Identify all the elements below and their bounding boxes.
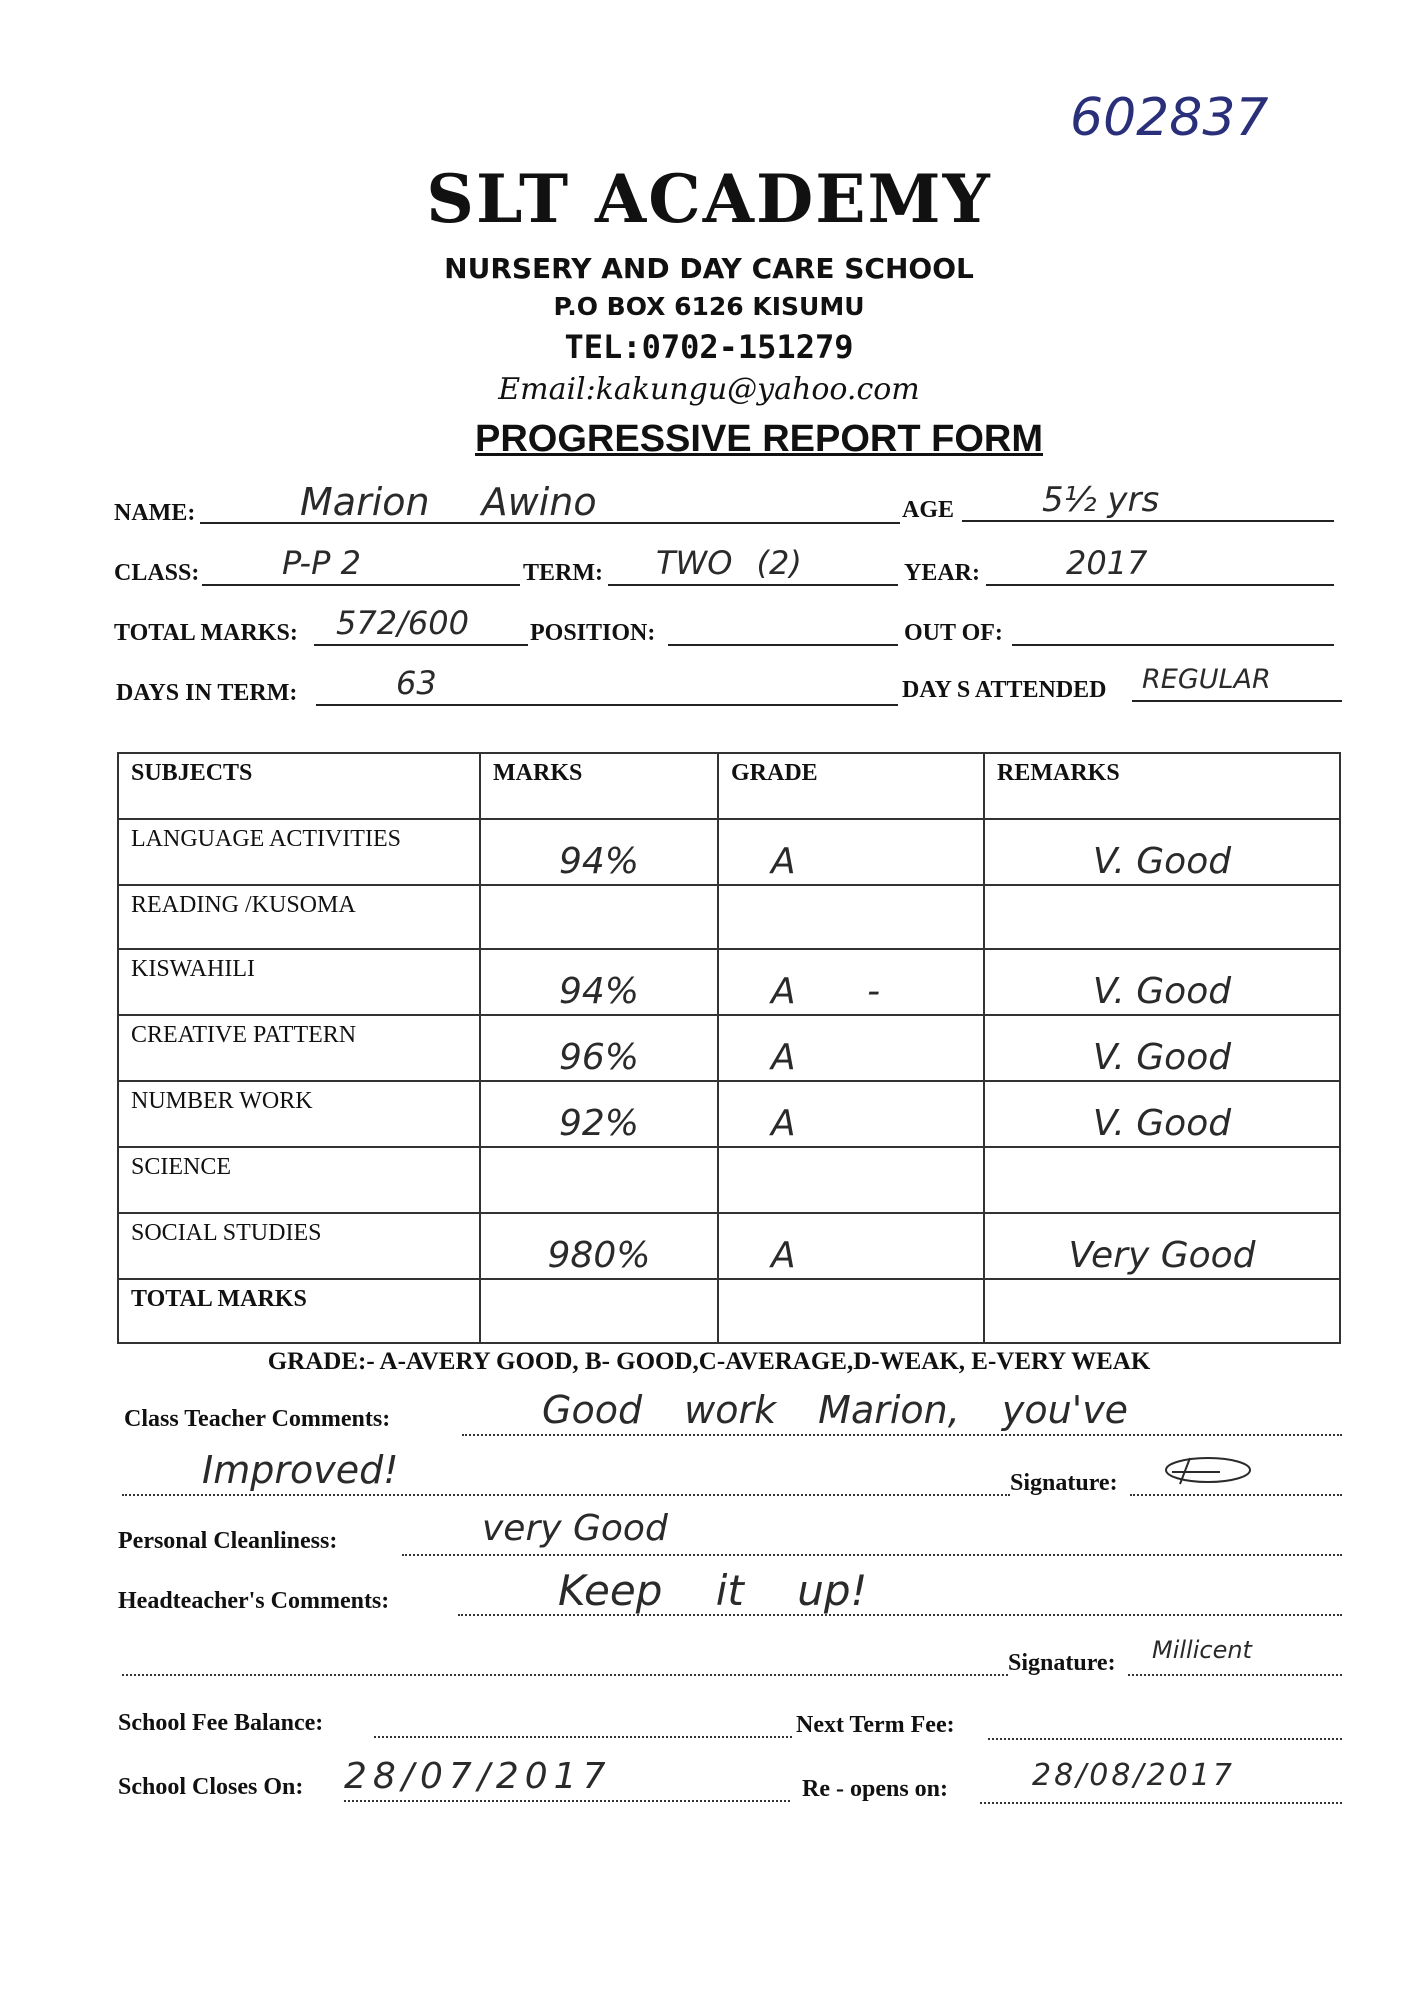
subject-cell: LANGUAGE ACTIVITIES: [131, 826, 401, 852]
school-closes-field: [344, 1756, 790, 1802]
marks-table: [117, 752, 1341, 1344]
fee-balance-field: [374, 1702, 792, 1738]
marks-cell: 94%: [558, 841, 639, 882]
teacher-comments-label: Class Teacher Comments:: [124, 1406, 391, 1432]
days-attended-label: DAY S ATTENDED: [902, 677, 1107, 703]
cleanliness-value: very Good: [482, 1508, 668, 1549]
remarks-cell: V. Good: [1092, 971, 1232, 1012]
headteacher-signature-value: Millicent: [1152, 1636, 1252, 1664]
days-in-term-field: [316, 664, 898, 706]
table-row: [118, 1081, 1340, 1147]
headteacher-comments-text: Keep it up!: [558, 1566, 868, 1615]
age-value: 5½ yrs: [1042, 480, 1160, 520]
fee-balance-label: School Fee Balance:: [118, 1710, 324, 1736]
school-subtitle: NURSERY AND DAY CARE SCHOOL: [444, 252, 974, 285]
class-field: [202, 544, 520, 586]
days-attended-field: [1132, 666, 1342, 702]
marks-cell: 94%: [558, 971, 639, 1012]
marks-cell: 980%: [547, 1235, 651, 1276]
cleanliness-field: [402, 1508, 1342, 1556]
header-remarks: REMARKS: [984, 753, 1340, 819]
subject-cell: NUMBER WORK: [131, 1088, 313, 1114]
table-row: [118, 1015, 1340, 1081]
reopens-field: [980, 1758, 1342, 1804]
table-row: [118, 819, 1340, 885]
total-marks-value: 572/600: [336, 604, 469, 642]
grade-cell: A: [771, 1103, 796, 1144]
subject-cell: TOTAL MARKS: [131, 1286, 307, 1312]
table-row: [118, 1279, 1340, 1343]
header-marks: MARKS: [480, 753, 718, 819]
reopens-value: 28/08/2017: [1032, 1758, 1235, 1793]
reopens-label: Re - opens on:: [802, 1776, 949, 1802]
teacher-signature-field: [1130, 1460, 1342, 1496]
out-of-field: [1012, 610, 1334, 646]
table-header-row: [118, 753, 1340, 819]
year-value: 2017: [1066, 544, 1148, 582]
name-field: [200, 480, 900, 524]
subject-cell: SCIENCE: [131, 1154, 232, 1180]
school-closes-value: 28/07/2017: [344, 1756, 612, 1797]
reference-number: 602837: [1070, 88, 1269, 148]
term-label: TERM:: [523, 560, 603, 586]
age-label: AGE: [902, 497, 955, 523]
subject-cell: KISWAHILI: [131, 956, 255, 982]
name-value: Marion Awino: [300, 480, 597, 524]
subject-cell: READING /KUSOMA: [131, 892, 356, 918]
age-field: [962, 480, 1334, 522]
teacher-comments-line-2: [122, 1448, 1010, 1496]
school-telephone: TEL:0702-151279: [564, 328, 854, 366]
marks-cell: 92%: [558, 1103, 639, 1144]
grade-cell: A -: [771, 971, 881, 1012]
teacher-comments-text-2: Improved!: [202, 1448, 399, 1492]
subject-cell: CREATIVE PATTERN: [131, 1022, 357, 1048]
remarks-cell: Very Good: [1068, 1235, 1256, 1276]
teacher-signature-mark: [1150, 1450, 1270, 1490]
header-grade: GRADE: [718, 753, 984, 819]
days-in-term-value: 63: [396, 664, 437, 702]
grade-cell: A: [771, 1037, 796, 1078]
grade-cell: A: [771, 841, 796, 882]
position-label: POSITION:: [530, 620, 656, 646]
form-title: PROGRESSIVE REPORT FORM: [475, 418, 1043, 460]
total-marks-field: [314, 604, 528, 646]
remarks-cell: V. Good: [1092, 1037, 1232, 1078]
grade-key: GRADE:- A-AVERY GOOD, B- GOOD,C-AVERAGE,D-WEAK, E-VERY WEAK: [267, 1348, 1151, 1375]
remarks-cell: V. Good: [1092, 1103, 1232, 1144]
teacher-comments-line-1: [462, 1388, 1342, 1436]
cleanliness-label: Personal Cleanliness:: [118, 1528, 338, 1554]
out-of-label: OUT OF:: [904, 620, 1003, 646]
remarks-cell: V. Good: [1092, 841, 1232, 882]
term-value: TWO (2): [656, 544, 802, 582]
position-field: [668, 610, 898, 646]
table-row: [118, 1213, 1340, 1279]
class-value: P-P 2: [282, 544, 361, 582]
headteacher-comments-line-1: [458, 1566, 1342, 1616]
school-email: Email:kakungu@yahoo.com: [498, 372, 920, 407]
grade-cell: A: [771, 1235, 796, 1276]
table-row: [118, 1147, 1340, 1213]
marks-cell: 96%: [558, 1037, 639, 1078]
next-term-fee-field: [988, 1704, 1342, 1740]
subject-cell: SOCIAL STUDIES: [131, 1220, 322, 1246]
school-address: P.O BOX 6126 KISUMU: [553, 292, 865, 321]
year-label: YEAR:: [904, 560, 980, 586]
days-in-term-label: DAYS IN TERM:: [116, 680, 298, 706]
next-term-fee-label: Next Term Fee:: [796, 1712, 955, 1738]
table-row: [118, 885, 1340, 949]
year-field: [986, 544, 1334, 586]
class-label: CLASS:: [114, 560, 200, 586]
school-closes-label: School Closes On:: [118, 1774, 304, 1800]
name-label: NAME:: [114, 500, 196, 526]
headteacher-comments-line-2: [122, 1640, 1008, 1676]
header-subjects: SUBJECTS: [118, 753, 480, 819]
headteacher-comments-label: Headteacher's Comments:: [118, 1588, 390, 1614]
school-name: SLT ACADEMY: [426, 160, 992, 238]
teacher-comments-text-1: Good work Marion, you've: [542, 1388, 1129, 1432]
table-row: [118, 949, 1340, 1015]
total-marks-label: TOTAL MARKS:: [114, 620, 298, 646]
term-field: [608, 544, 898, 586]
days-attended-value: REGULAR: [1142, 664, 1271, 695]
teacher-signature-label: Signature:: [1010, 1470, 1118, 1496]
headteacher-signature-label: Signature:: [1008, 1650, 1116, 1676]
headteacher-signature-field: [1128, 1636, 1342, 1676]
